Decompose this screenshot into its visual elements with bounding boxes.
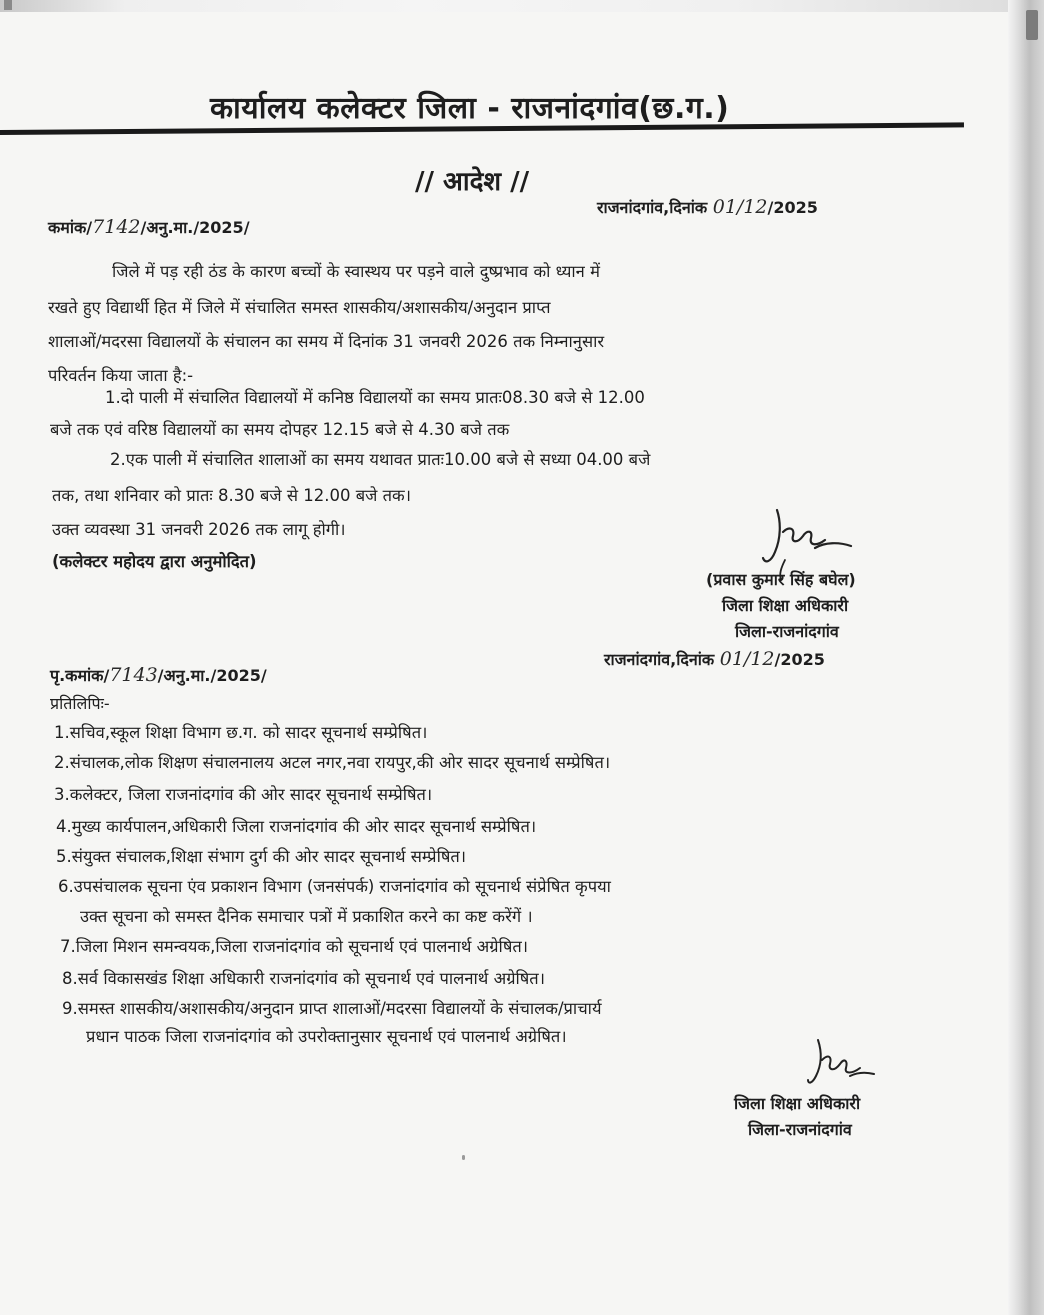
copy-item-5: 5.संयुक्त संचालक,शिक्षा संभाग दुर्ग की ओर सादर सूचनार्थ सम्प्रेषित।: [56, 847, 467, 866]
order-body-line-3: शालाओं/मदरसा विद्यालयों के संचालन का समय में दिनांक 31 जनवरी 2026 तक निम्नानुसार: [48, 332, 605, 351]
copy-date-suffix: /2025: [774, 650, 825, 669]
signatory-1-designation: जिला शिक्षा अधिकारी: [722, 596, 849, 615]
office-title: कार्यालय कलेक्टर जिला - राजनांदगांव(छ.ग.): [210, 91, 730, 126]
order-heading: // आदेश //: [415, 167, 530, 197]
order-ref-prefix: कमांक/: [48, 218, 93, 237]
copy-date-prefix: राजनांदगांव,दिनांक: [604, 650, 715, 669]
signatory-1-name: (प्रवास कुमार सिंह बघेल): [706, 570, 856, 589]
order-body-line-5: 1.दो पाली में संचालित विद्यालयों में कनिष्ठ विद्यालयों का समय प्रातः08.30 बजे से 12.00: [105, 388, 645, 407]
copy-item-1: 1.सचिव,स्कूल शिक्षा विभाग छ.ग. को सादर सूचनार्थ सम्प्रेषित।: [54, 723, 428, 742]
copy-to-title: प्रतिलिपिः-: [50, 694, 110, 713]
copy-reference-number: [50, 664, 267, 686]
top-left-mark: [4, 0, 12, 10]
order-reference-number: [48, 216, 250, 238]
copy-item-2: 2.संचालक,लोक शिक्षण संचालनालय अटल नगर,नवा रायपुर,की ओर सादर सूचनार्थ सम्प्रेषित।: [54, 753, 611, 772]
copy-ref-handwritten: 7143: [109, 664, 158, 686]
right-edge-tab: [1026, 10, 1038, 40]
copy-item-9: 9.समस्त शासकीय/अशासकीय/अनुदान प्राप्त शालाओं/मदरसा विद्यालयों के संचालक/प्राचार्य: [62, 999, 602, 1018]
copy-ref-prefix: पृ.कमांक/: [50, 666, 110, 685]
right-page-edge: [1008, 0, 1044, 1315]
copy-date: [604, 648, 825, 670]
copy-item-6: 6.उपसंचालक सूचना एंव प्रकाशन विभाग (जनसंपर्क) राजनांदगांव को सूचनार्थ संप्रेषित कृपया: [58, 877, 611, 896]
order-date-prefix: राजनांदगांव,दिनांक: [597, 198, 708, 217]
copy-item-7: 7.जिला मिशन समन्वयक,जिला राजनांदगांव को सूचनार्थ एवं पालनार्थ अग्रेषित।: [60, 937, 529, 956]
order-body-line-6: बजे तक एवं वरिष्ठ विद्यालयों का समय दोपहर 12.15 बजे से 4.30 बजे तक: [50, 420, 510, 439]
order-date-suffix: /2025: [767, 198, 818, 217]
copy-date-handwritten: 01/12: [719, 648, 775, 670]
top-strip: [0, 0, 1044, 12]
copy-item-9-continuation: प्रधान पाठक जिला राजनांदगांव को उपरोक्तानुसार सूचनार्थ एवं पालनार्थ अग्रेषित।: [86, 1027, 567, 1046]
copy-item-4: 4.मुख्य कार्यपालन,अधिकारी जिला राजनांदगांव की ओर सादर सूचनार्थ सम्प्रेषित।: [56, 817, 537, 836]
order-ref-handwritten: 7142: [92, 216, 141, 238]
order-body-line-4: परिवर्तन किया जाता है:-: [48, 366, 194, 385]
approval-note: (कलेक्टर महोदय द्वारा अनुमोदित): [52, 552, 257, 571]
order-body-line-9: उक्त व्यवस्था 31 जनवरी 2026 तक लागू होगी।: [52, 520, 346, 539]
order-date: [597, 196, 818, 218]
copy-item-3: 3.कलेक्टर, जिला राजनांदगांव की ओर सादर सूचनार्थ सम्प्रेषित।: [54, 785, 433, 804]
order-body-line-7: 2.एक पाली में संचालित शालाओं का समय यथावत प्रातः10.00 बजे से सध्या 04.00 बजे: [110, 450, 651, 469]
copy-item-8: 8.सर्व विकासखंड शिक्षा अधिकारी राजनांदगांव को सूचनार्थ एवं पालनार्थ अग्रेषित।: [62, 969, 545, 988]
order-ref-suffix: /अनु.मा./2025/: [140, 218, 250, 237]
copy-item-6-continuation: उक्त सूचना को समस्त दैनिक समाचार पत्रों में प्रकाशित करने का कष्ट करेंगें ।: [80, 907, 533, 926]
signatory-2-designation: जिला शिक्षा अधिकारी: [734, 1094, 861, 1113]
document-sheet: [0, 12, 1008, 1315]
signatory-1-district: जिला-राजनांदगांव: [735, 622, 839, 641]
order-body-line-2: रखते हुए विद्यार्थी हित में जिले में संचालित समस्त शासकीय/अशासकीय/अनुदान प्राप्त: [48, 298, 551, 317]
copy-ref-suffix: /अनु.मा./2025/: [157, 666, 267, 685]
stray-mark: [462, 1155, 465, 1160]
signatory-2-district: जिला-राजनांदगांव: [748, 1120, 852, 1139]
order-body-line-1: जिले में पड़ रही ठंड के कारण बच्चों के स्वास्थय पर पड़ने वाले दुष्प्रभाव को ध्यान में: [112, 262, 600, 281]
signature-2: [800, 1034, 880, 1098]
order-body-line-8: तक, तथा शनिवार को प्रातः 8.30 बजे से 12.00 बजे तक।: [52, 486, 411, 505]
order-date-handwritten: 01/12: [712, 196, 768, 218]
